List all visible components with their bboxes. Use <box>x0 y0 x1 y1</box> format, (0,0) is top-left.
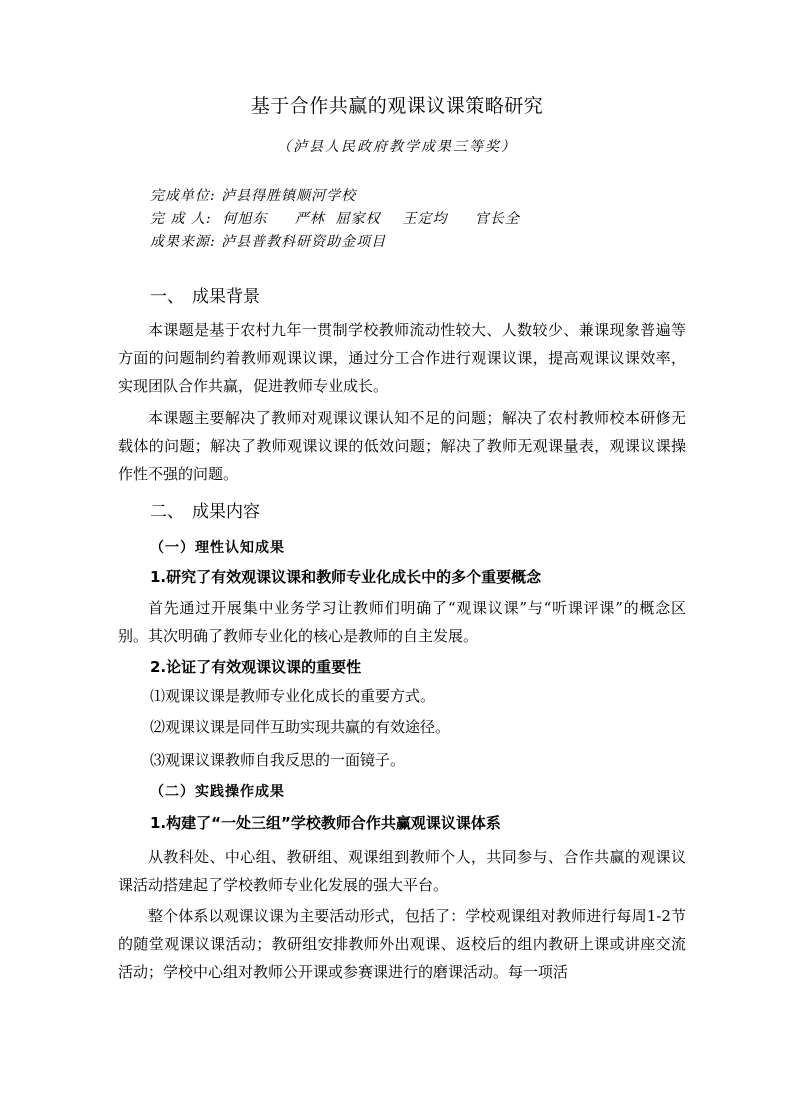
list-item: ⑶观课议课教师自我反思的一面镜子。 <box>150 751 406 769</box>
point-heading: 1.构建了“一处三组”学校教师合作共赢观课议课体系 <box>150 814 501 832</box>
award-subtitle: （泸县人民政府教学成果三等奖） <box>277 139 517 155</box>
section-title: 成果内容 <box>192 502 260 522</box>
meta-authors: 完 成 人: 何旭东 严林 屈家权 王定均 官长全 <box>150 211 520 227</box>
list-item: ⑵观课议课是同伴互助实现共赢的有效途径。 <box>150 718 451 736</box>
paragraph: 本课题是基于农村九年一贯制学校教师流动性较大、人数较少、兼课现象普遍等方面的问题制约着教师观课议课，通过分工合作进行观课议课，提高观课议课效率，实现团队合作共赢，促进教师专业成长。 <box>118 321 686 395</box>
paragraph: 首先通过开展集中业务学习让教师们明确了“观课议课”与“听课评课”的概念区别。其次明确了教师专业化的核心是教师的自主发展。 <box>118 599 686 645</box>
paragraph: 从教科处、中心组、教研组、观课组到教师个人，共同参与、合作共赢的观课议课活动搭建起了学校教师专业化发展的强大平台。 <box>118 848 686 894</box>
section-number: 二、 <box>150 502 184 522</box>
paragraph: 本课题主要解决了教师对观课议课认知不足的问题；解决了农村教师校本研修无载体的问题；解决了教师观课议课的低效问题；解决了教师无观课量表，观课议课操作性不强的问题。 <box>118 409 686 483</box>
section-heading-content <box>150 497 260 522</box>
paragraph: 整个体系以观课议课为主要活动形式，包括了：学校观课组对教师进行每周1-2节的随堂观课议课活动；教研组安排教师外出观课、返校后的组内教研上课或讲座交流活动；学校中心组对教师公开课或参赛课进行的磨课活动。每一项活 <box>118 907 686 981</box>
section-heading-background <box>150 282 260 307</box>
meta-unit: 完成单位: 泸县得胜镇顺河学校 <box>150 188 357 204</box>
point-heading: 2.论证了有效观课议课的重要性 <box>150 658 362 676</box>
subsection-heading: （二）实践操作成果 <box>150 784 285 800</box>
list-item: ⑴观课议课是教师专业化成长的重要方式。 <box>150 687 436 705</box>
meta-source: 成果来源: 泸县普教科研资助金项目 <box>150 234 387 250</box>
point-heading: 1.研究了有效观课议课和教师专业化成长中的多个重要概念 <box>150 568 542 586</box>
section-number: 一、 <box>150 287 184 307</box>
section-title: 成果背景 <box>192 287 260 307</box>
document-title: 基于合作共赢的观课议课策略研究 <box>250 95 544 117</box>
subsection-heading: （一）理性认知成果 <box>150 540 285 556</box>
